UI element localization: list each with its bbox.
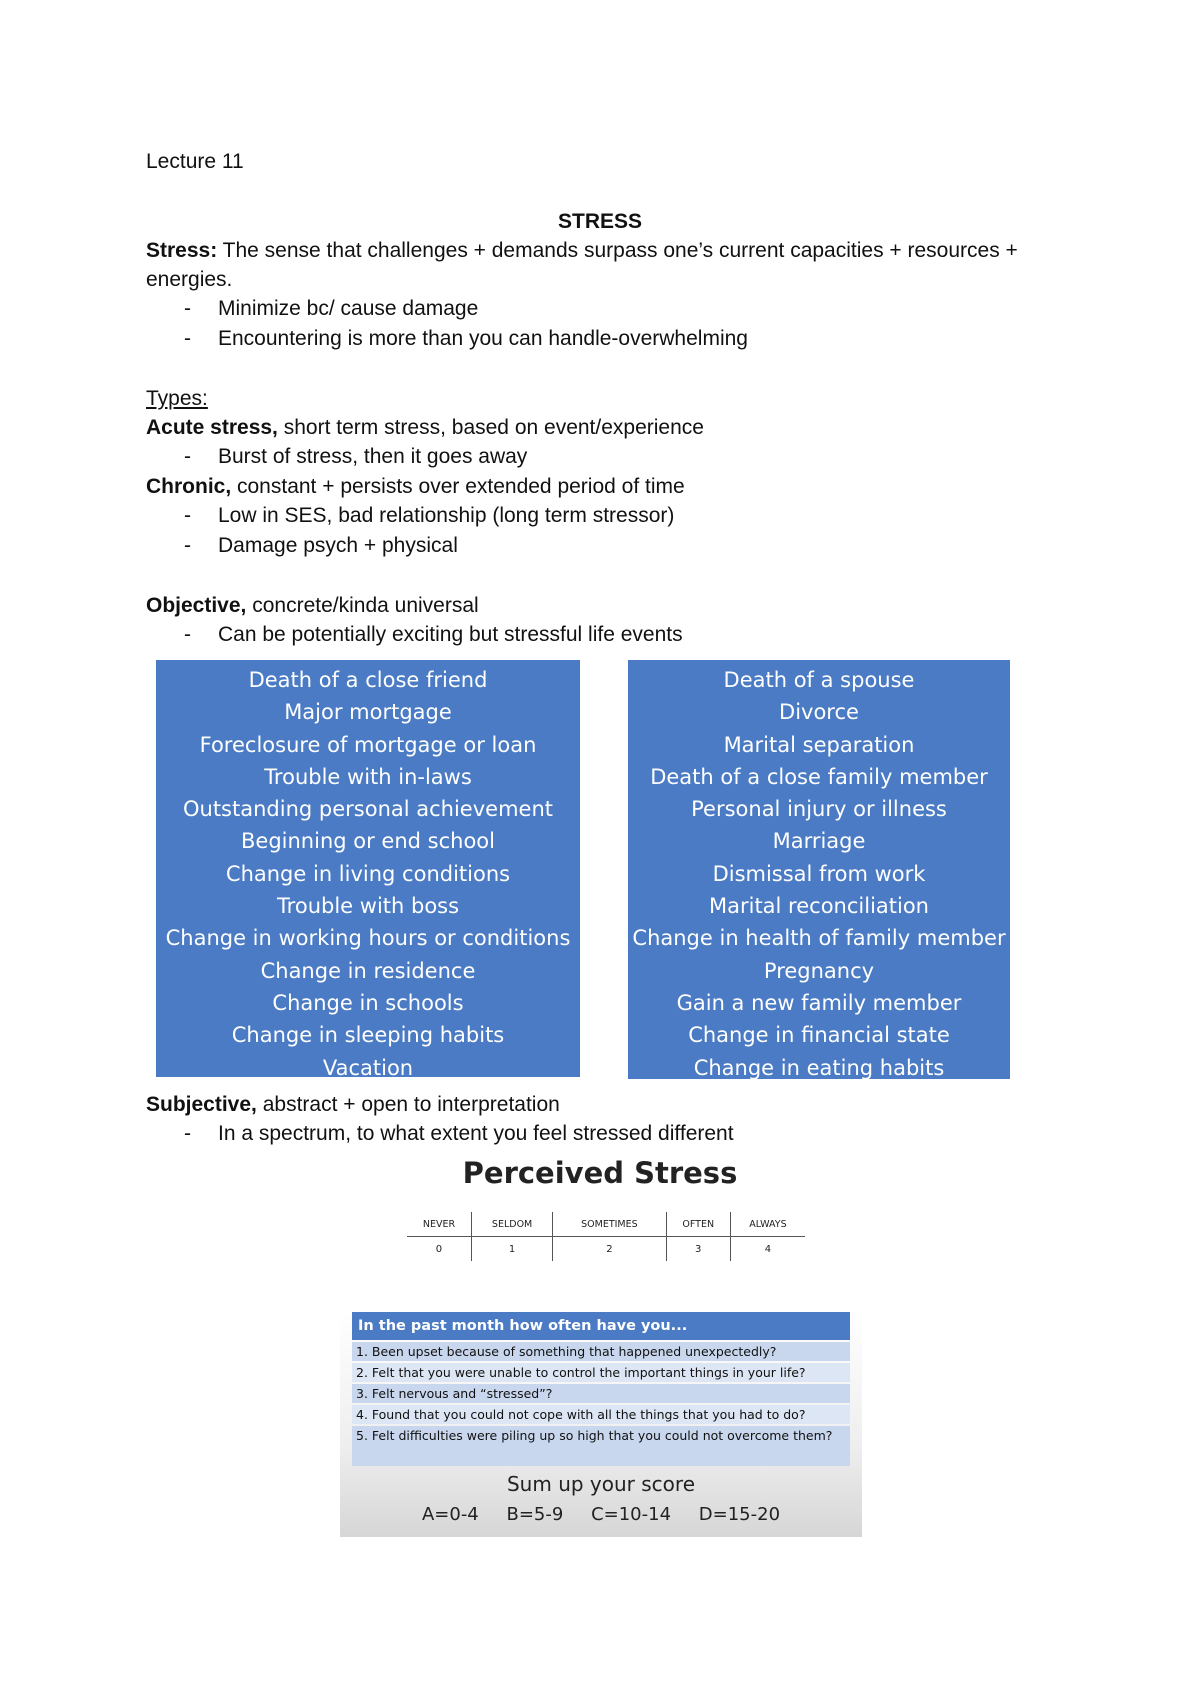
lecture-label: Lecture 11: [146, 150, 244, 173]
dash-marker: -: [184, 534, 191, 557]
life-events-left-box: [156, 660, 580, 1080]
life-event: Vacation: [322, 1055, 414, 1080]
sum-score-text: Sum up your score: [506, 1472, 695, 1496]
scale-value: 2: [553, 1237, 666, 1262]
life-event: Pregnancy: [763, 958, 875, 983]
score-ranges: [340, 1504, 862, 1525]
chronic-text: constant + persists over extended period of time: [231, 475, 685, 498]
objective-text: concrete/kinda universal: [246, 594, 479, 617]
dash-marker: -: [184, 297, 191, 320]
subjective-text: abstract + open to interpretation: [256, 1093, 560, 1116]
list-item-text: Minimize bc/ cause damage: [218, 297, 479, 320]
life-event: Foreclosure of mortgage or loan: [199, 732, 537, 757]
objective-term: Objective,: [146, 594, 247, 617]
life-event: Marital reconciliation: [708, 894, 929, 919]
life-event: Personal injury or illness: [691, 797, 947, 822]
list-item-text: Damage psych + physical: [218, 534, 458, 557]
acute-stress-line: [146, 413, 704, 442]
life-event: Change in eating habits: [693, 1055, 945, 1080]
score-range: D=15-20: [698, 1504, 781, 1525]
dash-marker: -: [184, 445, 191, 468]
objective-stress-line: [146, 591, 479, 620]
scale-label: ALWAYS: [730, 1212, 805, 1237]
scale-value: 0: [435, 1243, 443, 1255]
dash-marker: -: [184, 327, 191, 350]
life-event: Change in sleeping habits: [231, 1023, 505, 1048]
subjective-stress-line: [146, 1090, 560, 1119]
dash-marker: -: [184, 504, 191, 527]
questionnaire-item: 2. Felt that you were unable to control the important things in your life?: [352, 1363, 850, 1382]
list-item: [146, 620, 683, 649]
list-item: [146, 531, 458, 560]
list-item-text: Encountering is more than you can handle-overwhelming: [218, 327, 748, 350]
questionnaire-item: 5. Felt difficulties were piling up so high that you could not overcome them?: [352, 1426, 850, 1466]
list-item-text: Can be potentially exciting but stressful life events: [218, 623, 683, 646]
perceived-stress-title: Perceived Stress: [462, 1156, 738, 1190]
life-event: Gain a new family member: [676, 990, 962, 1015]
list-item-text: Burst of stress, then it goes away: [218, 445, 528, 468]
life-event: Beginning or end school: [241, 829, 495, 854]
life-events-right-box: [628, 660, 1010, 1079]
page-title: STRESS: [557, 210, 643, 233]
life-event: Outstanding personal achievement: [182, 797, 553, 822]
life-event: Marital separation: [723, 732, 915, 757]
scale-label: OFTEN: [666, 1212, 730, 1237]
scale-label: SOMETIMES: [553, 1212, 666, 1237]
score-range: C=10-14: [591, 1504, 672, 1525]
life-event: Trouble with boss: [276, 894, 460, 919]
scale-label: NEVER: [407, 1212, 471, 1237]
life-event: Death of a close friend: [248, 668, 488, 692]
frequency-scale: [407, 1212, 805, 1261]
score-range: A=0-4: [421, 1504, 479, 1525]
questionnaire-item: 4. Found that you could not cope with all the things that you had to do?: [352, 1405, 850, 1424]
subjective-term: Subjective,: [146, 1093, 257, 1116]
score-range: B=5-9: [506, 1504, 564, 1525]
scale-value: 1: [471, 1237, 552, 1262]
definition-text: The sense that challenges + demands surpass one’s current capacities + resources + energies.: [146, 239, 1018, 291]
definition-term: Stress:: [146, 239, 218, 262]
life-event: Change in financial state: [688, 1023, 950, 1048]
list-item: [146, 442, 527, 471]
chronic-stress-line: [146, 472, 685, 501]
questionnaire-item: 1. Been upset because of something that happened unexpectedly?: [352, 1342, 850, 1361]
life-event: Change in working hours or conditions: [165, 926, 571, 951]
life-event: Death of a close family member: [650, 764, 988, 789]
chronic-term: Chronic,: [146, 475, 232, 498]
types-heading: Types:: [146, 387, 208, 410]
life-event: Change in living conditions: [225, 861, 511, 886]
life-event: Dismissal from work: [712, 861, 926, 886]
life-event: Major mortgage: [284, 700, 452, 725]
acute-text: short term stress, based on event/experience: [277, 416, 704, 439]
scale-label: SELDOM: [471, 1212, 552, 1237]
stress-definition: [146, 236, 1066, 294]
list-item: [146, 324, 748, 353]
life-event: Change in schools: [272, 990, 464, 1015]
dash-marker: -: [184, 623, 191, 646]
questionnaire-header: In the past month how often have you...: [352, 1312, 850, 1340]
list-item-text: Low in SES, bad relationship (long term stressor): [218, 504, 675, 527]
dash-marker: -: [184, 1122, 191, 1145]
life-event: Trouble with in-laws: [264, 764, 472, 789]
life-event: Change in health of family member: [632, 926, 1006, 951]
scale-value: 4: [730, 1237, 805, 1262]
list-item: [146, 1119, 734, 1148]
life-event: Marriage: [772, 829, 866, 854]
questionnaire-item: 3. Felt nervous and “stressed”?: [352, 1384, 850, 1403]
life-event: Change in residence: [260, 958, 476, 983]
acute-term: Acute stress,: [146, 416, 278, 439]
life-event: Divorce: [779, 700, 859, 725]
list-item-text: In a spectrum, to what extent you feel stressed different: [218, 1122, 734, 1145]
list-item: [146, 501, 674, 530]
perceived-stress-questionnaire: [340, 1312, 862, 1537]
scale-value: 3: [666, 1237, 730, 1262]
list-item: [146, 294, 478, 323]
life-event: Death of a spouse: [723, 668, 915, 692]
